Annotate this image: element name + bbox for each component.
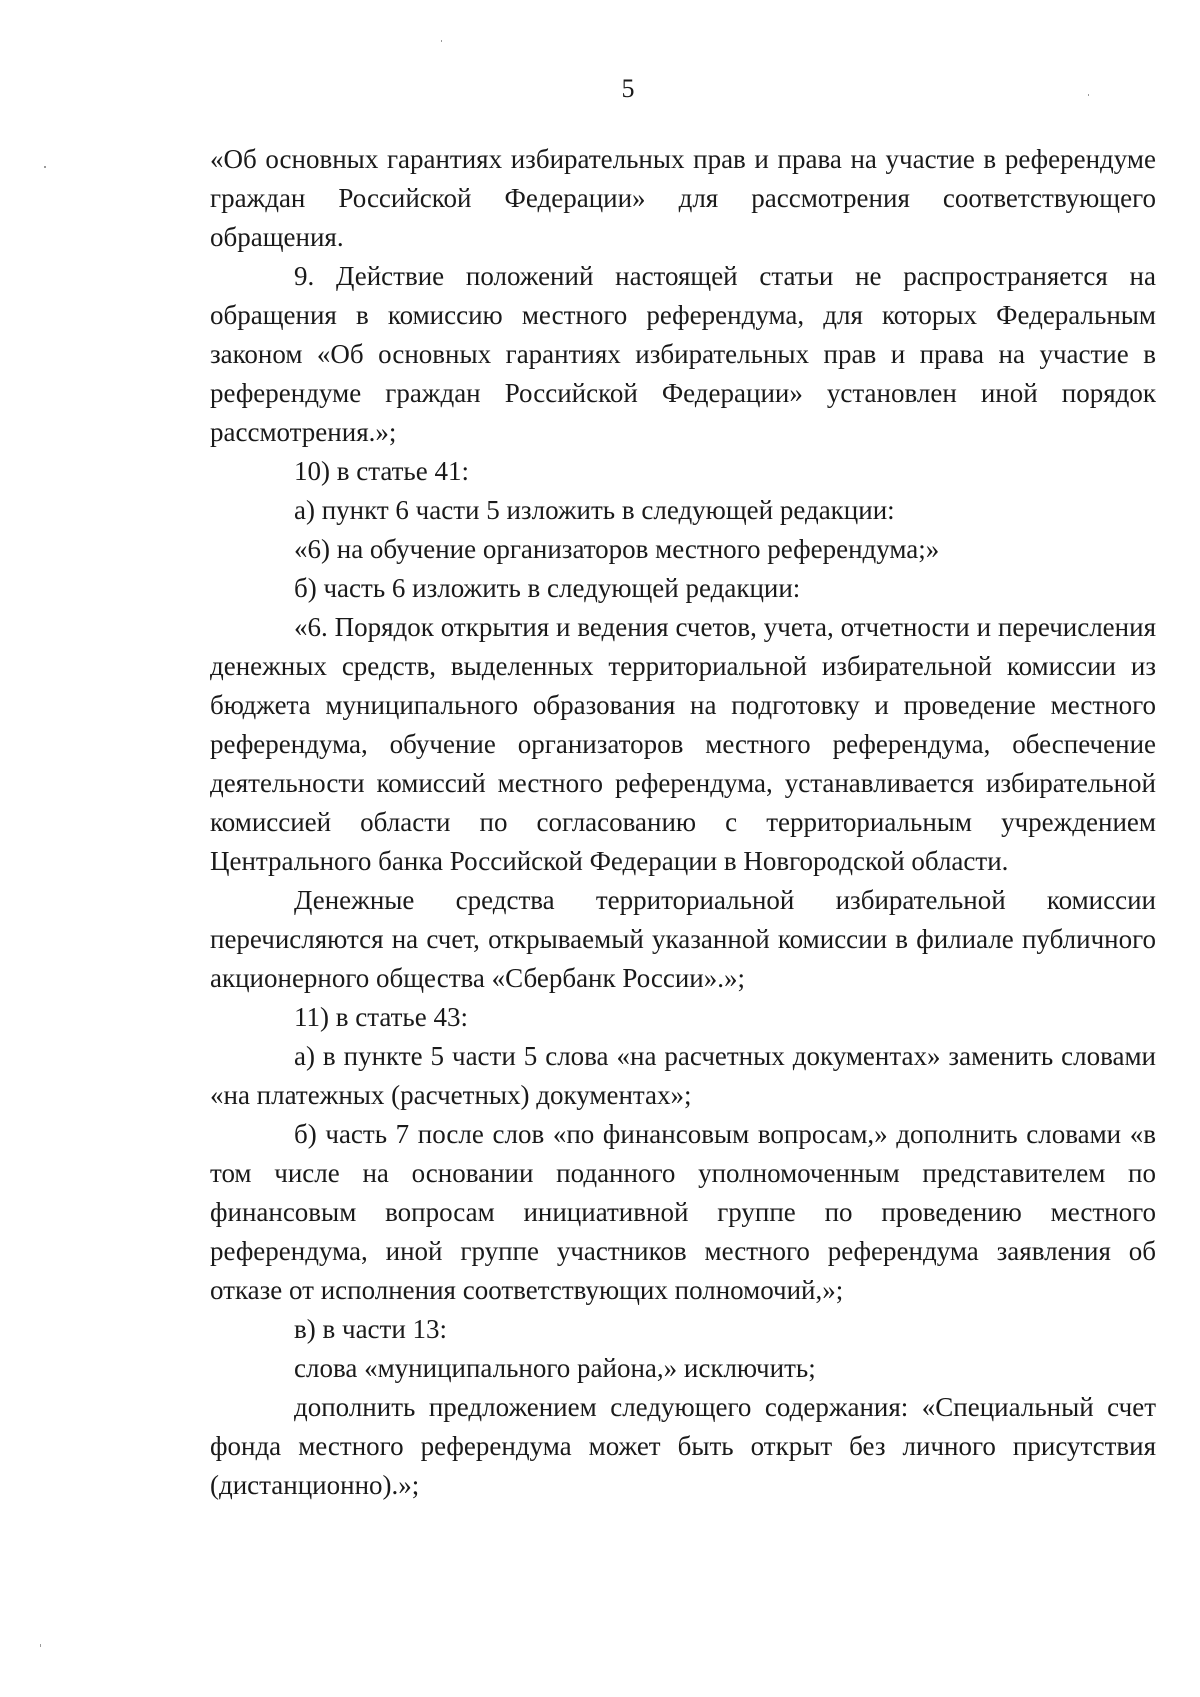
paragraph: а) в пункте 5 части 5 слова «на расчетных документах» заменить словами «на платежных (расчетных) документах»;	[210, 1041, 1156, 1110]
document-body	[210, 140, 1156, 1505]
paragraph: «Об основных гарантиях избирательных прав и права на участие в референдуме граждан Российской Федерации» для рассмотрения соответствующего обращения.	[210, 144, 1156, 252]
paragraph: 10) в статье 41:	[294, 456, 469, 486]
paragraph: б) часть 6 изложить в следующей редакции:	[294, 573, 801, 603]
paragraph: Денежные средства территориальной избирательной комиссии перечисляются на счет, открываемый указанной комиссии в филиале публичного акционерного общества «Сбербанк России».»;	[210, 885, 1156, 993]
paragraph: в) в части 13:	[294, 1314, 448, 1344]
paragraph: слова «муниципального района,» исключить;	[294, 1353, 816, 1383]
page-number: 5	[621, 74, 635, 103]
scan-artifact	[441, 40, 442, 42]
paragraph: а) пункт 6 части 5 изложить в следующей редакции:	[294, 495, 895, 525]
paragraph: дополнить предложением следующего содержания: «Специальный счет фонда местного референдума может быть открыт без личного присутствия (дистанционно).»;	[210, 1392, 1156, 1500]
paragraph: 9. Действие положений настоящей статьи не распространяется на обращения в комиссию местного референдума, для которых Федеральным законом «Об основных гарантиях избирательных прав и права на участие в референдуме граждан Российской Федерации» установлен иной порядок рассмотрения.»;	[210, 261, 1156, 447]
paragraph: б) часть 7 после слов «по финансовым вопросам,» дополнить словами «в том числе на основании поданного уполномоченным представителем по финансовым вопросам инициативной группе по проведению местного референдума, иной группе участников местного референдума заявления об отказе от исполнения соответствующих полномочий,»;	[210, 1119, 1156, 1305]
scan-artifact	[40, 1644, 41, 1647]
paragraph: «6. Порядок открытия и ведения счетов, учета, отчетности и перечисления денежных средств, выделенных территориальной избирательной комиссии из бюджета муниципального образования на подготовку и проведение местного референдума, обучение организаторов местного референдума, обеспечение деятельности комиссий местного референдума, устанавливается избирательной комиссией области по согласованию с территориальным учреждением Центрального банка Российской Федерации в Новгородской области.	[210, 612, 1156, 876]
paragraph: 11) в статье 43:	[294, 1002, 468, 1032]
paragraph: «6) на обучение организаторов местного референдума;»	[294, 534, 940, 564]
scan-artifact	[44, 166, 46, 168]
